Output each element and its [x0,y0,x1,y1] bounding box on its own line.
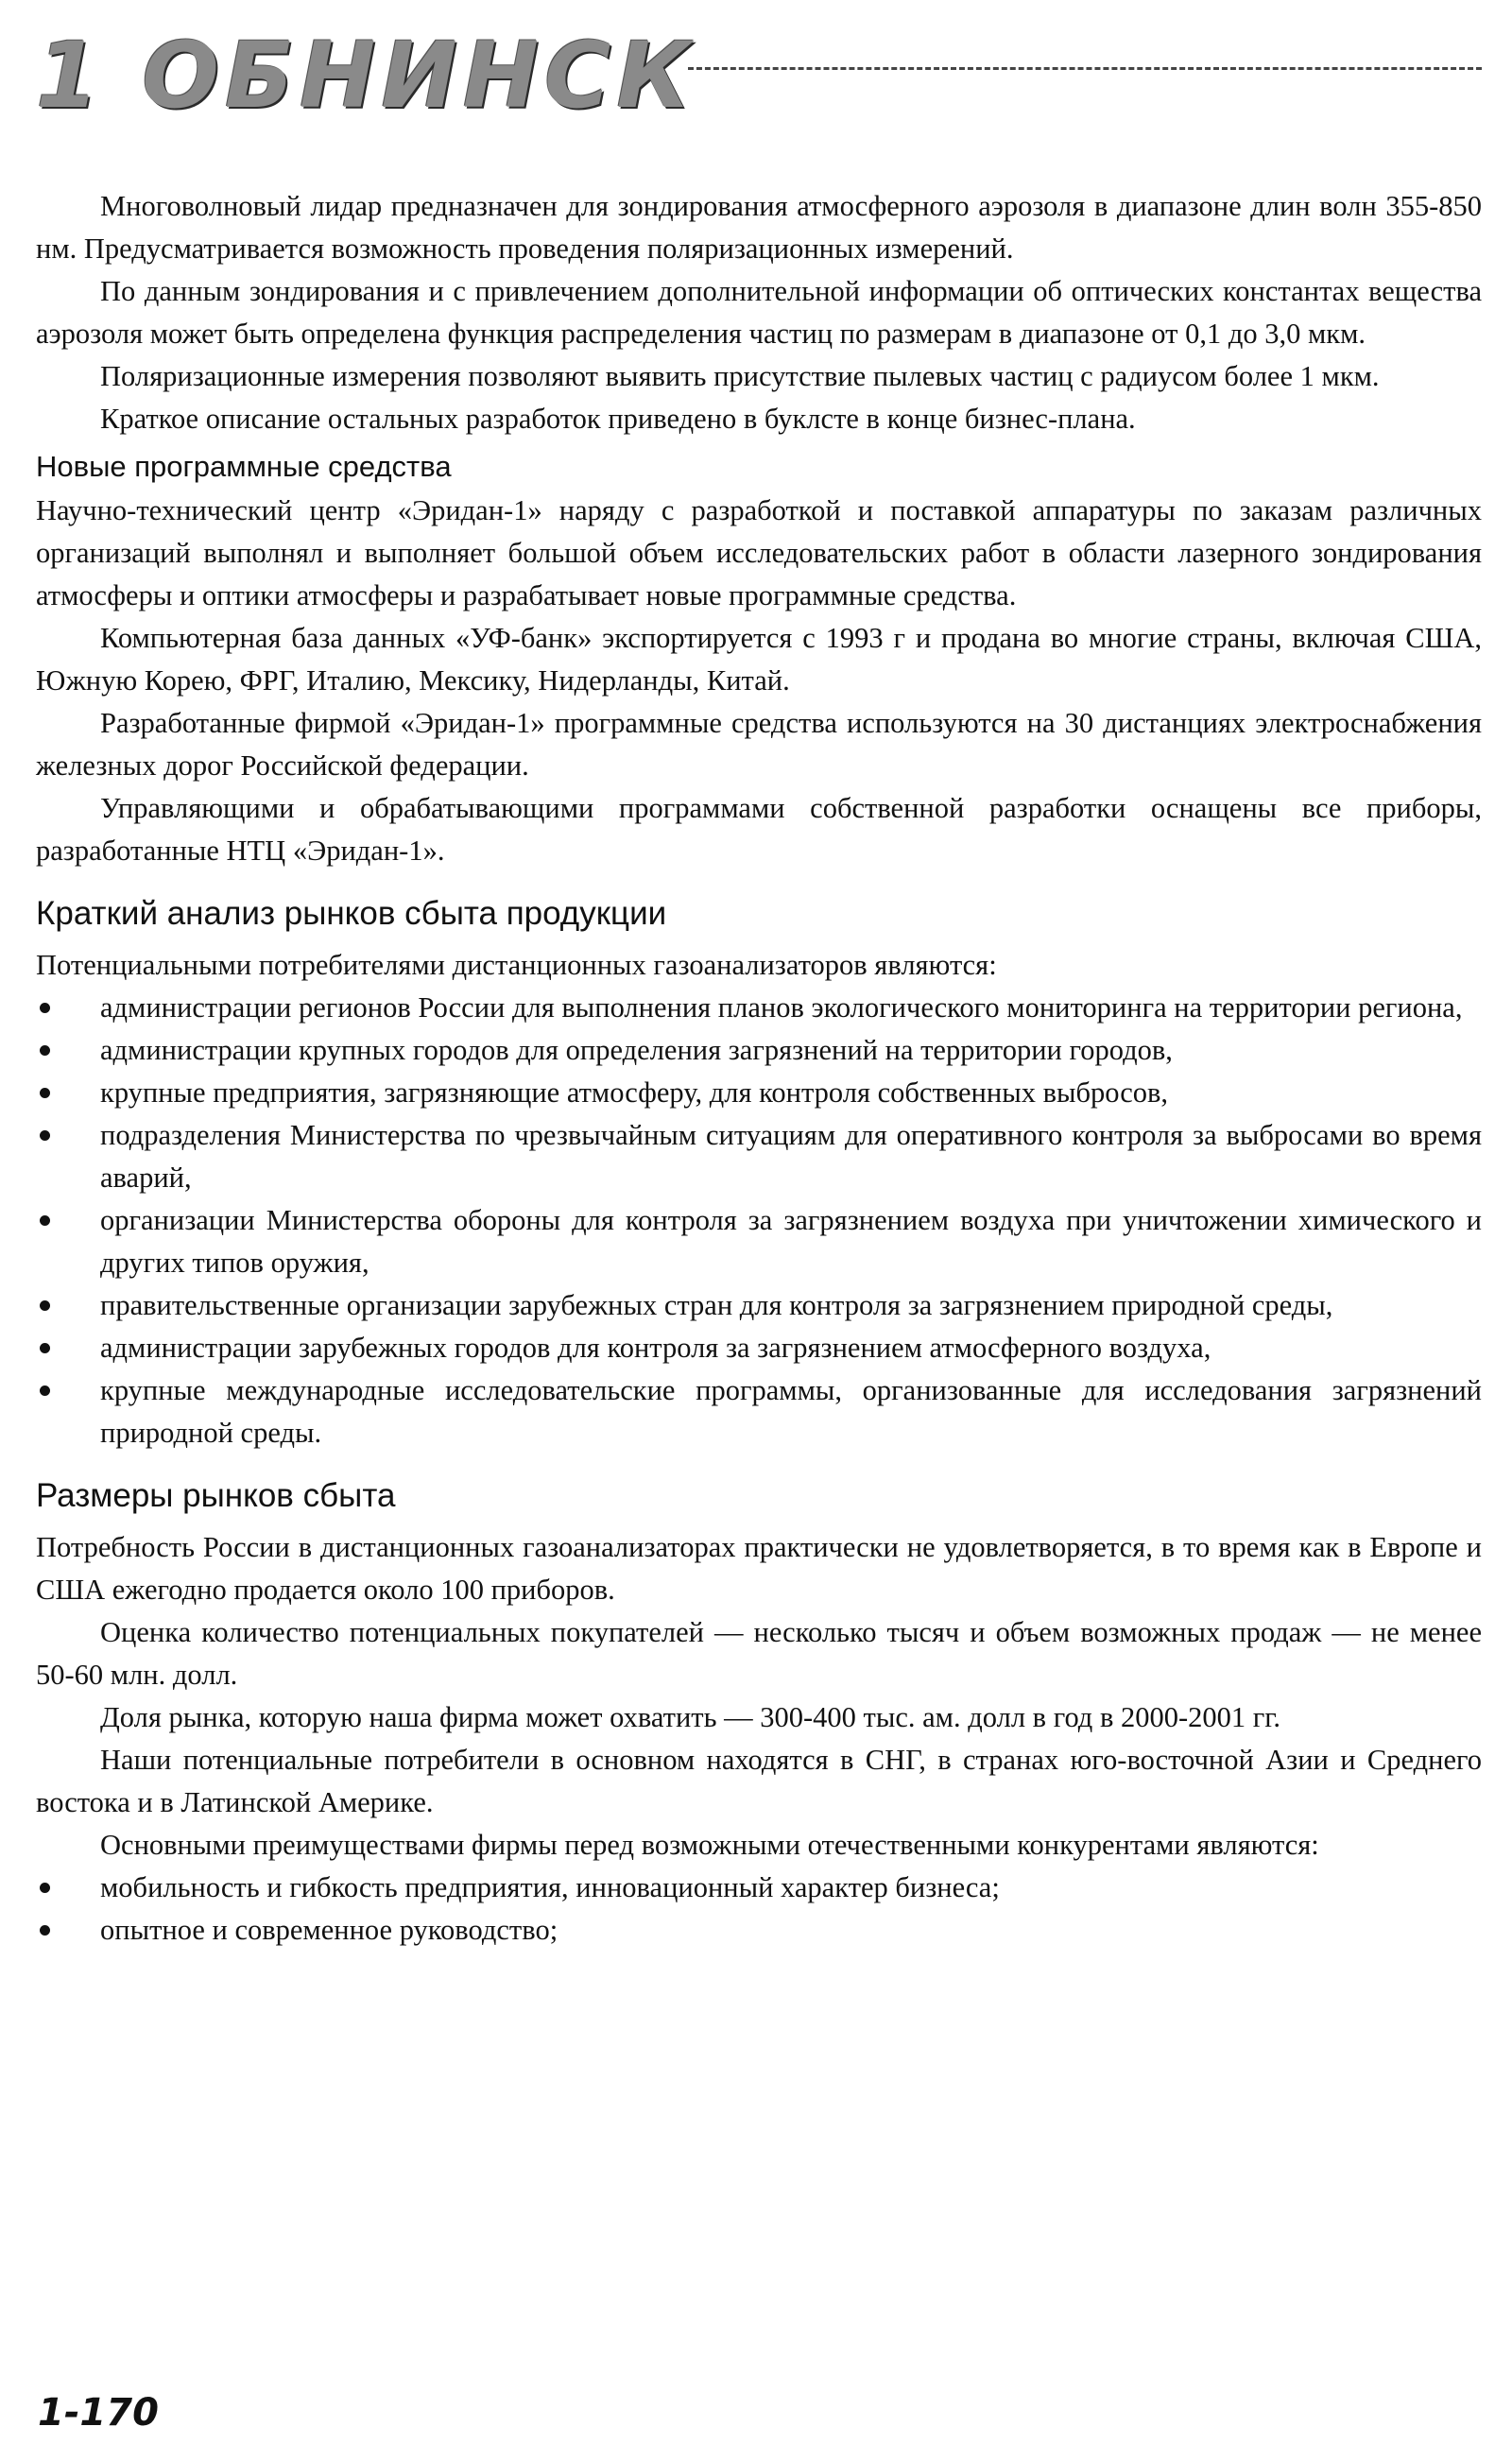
page-header [36,23,1482,129]
paragraph: Многоволновый лидар предназначен для зондирования атмосферного аэрозоля в диапазоне длин волн 355-850 нм. Предусматривается возможность проведения поляризационных измерений. [36,190,1482,265]
bullet-icon [40,1883,50,1893]
list-item [36,1909,1482,1952]
section-heading-market-size: Размеры рынков сбыта [36,1477,396,1514]
bullet-icon [40,1130,50,1141]
list-item-text: администрации зарубежных городов для контроля за загрязнением атмосферного воздуха, [100,1332,1211,1364]
list-item-text: опытное и современное руководство; [100,1914,558,1946]
list-item-text: крупные международные исследовательские программы, организованные для исследования загрязнений природной среды. [100,1374,1482,1449]
bullet-icon [40,1925,50,1936]
bullet-icon [40,1343,50,1353]
bullet-icon [40,1088,50,1098]
list-item [36,1029,1482,1072]
paragraph: Краткое описание остальных разработок приведено в буклсте в конце бизнес-плана. [100,403,1136,435]
list-item-text: организации Министерства обороны для контроля за загрязнением воздуха при уничтожении химического и других типов оружия, [100,1204,1482,1279]
section-heading-market-analysis: Краткий анализ рынков сбыта продукции [36,895,667,932]
bullet-list-consumers [36,987,1482,1454]
list-item [36,1072,1482,1114]
header-rule [688,67,1482,70]
paragraph: Потенциальными потребителями дистанционных газоанализаторов являются: [36,949,997,981]
paragraph: Наши потенциальные потребители в основном находятся в СНГ, в странах юго-восточной Азии и Среднего востока и в Латинской Америке. [36,1744,1482,1818]
bullet-icon [40,1003,50,1013]
paragraph: Доля рынка, которую наша фирма может охватить — 300-400 тыс. ам. долл в год в 2000-2001 гг. [100,1701,1280,1733]
paragraph: Научно-технический центр «Эридан-1» наряду с разработкой и поставкой аппаратуры по заказам различных организаций выполнял и выполняет большой объем исследовательских работ в области лазерного зондирования атмосферы и оптики атмосферы и разрабатывает новые программные средства. [36,494,1482,611]
list-item-text: подразделения Министерства по чрезвычайным ситуациям для оперативного контроля за выбросами во время аварий, [100,1119,1482,1194]
header-title: 1 ОБНИНСК [36,23,696,129]
list-item-text: администрации регионов России для выполнения планов экологического мониторинга на территории региона, [100,991,1463,1024]
section-heading-software: Новые программные средства [36,450,452,483]
list-item [36,1327,1482,1369]
paragraph: По данным зондирования и с привлечением дополнительной информации об оптических константах вещества аэрозоля может быть определена функция распределения частиц по размерам в диапазоне от 0,1 до 3,0 мкм. [36,275,1482,350]
document-body [36,185,1482,1952]
paragraph: Компьютерная база данных «УФ-банк» экспортируется с 1993 г и продана во многие страны, включая США, Южную Корею, ФРГ, Италию, Мексику, Нидерланды, Китай. [36,622,1482,697]
bullet-icon [40,1045,50,1056]
bullet-list-advantages [36,1867,1482,1952]
list-item-text: крупные предприятия, загрязняющие атмосферу, для контроля собственных выбросов, [100,1076,1169,1109]
list-item [36,1369,1482,1454]
list-item [36,1114,1482,1199]
bullet-icon [40,1385,50,1396]
paragraph: Управляющими и обрабатывающими программами собственной разработки оснащены все приборы, разработанные НТЦ «Эридан-1». [36,792,1482,867]
list-item [36,1199,1482,1284]
list-item-text: правительственные организации зарубежных стран для контроля за загрязнением природной среды, [100,1289,1333,1321]
paragraph: Основными преимуществами фирмы перед возможными отечественными конкурентами являются: [100,1829,1319,1861]
list-item [36,1867,1482,1909]
paragraph: Разработанные фирмой «Эридан-1» программные средства используются на 30 дистанциях электроснабжения железных дорог Российской федерации. [36,707,1482,782]
list-item [36,987,1482,1029]
list-item-text: мобильность и гибкость предприятия, инновационный характер бизнеса; [100,1871,1000,1903]
paragraph: Потребность России в дистанционных газоанализаторах практически не удовлетворяется, в то время как в Европе и США ежегодно продается около 100 приборов. [36,1531,1482,1606]
paragraph: Оценка количество потенциальных покупателей — несколько тысяч и объем возможных продаж — не менее 50-60 млн. долл. [36,1616,1482,1691]
page-number: 1-170 [38,2391,159,2435]
bullet-icon [40,1300,50,1311]
list-item-text: администрации крупных городов для определения загрязнений на территории городов, [100,1034,1173,1066]
bullet-icon [40,1215,50,1226]
list-item [36,1284,1482,1327]
paragraph: Поляризационные измерения позволяют выявить присутствие пылевых частиц с радиусом более 1 мкм. [100,360,1380,392]
